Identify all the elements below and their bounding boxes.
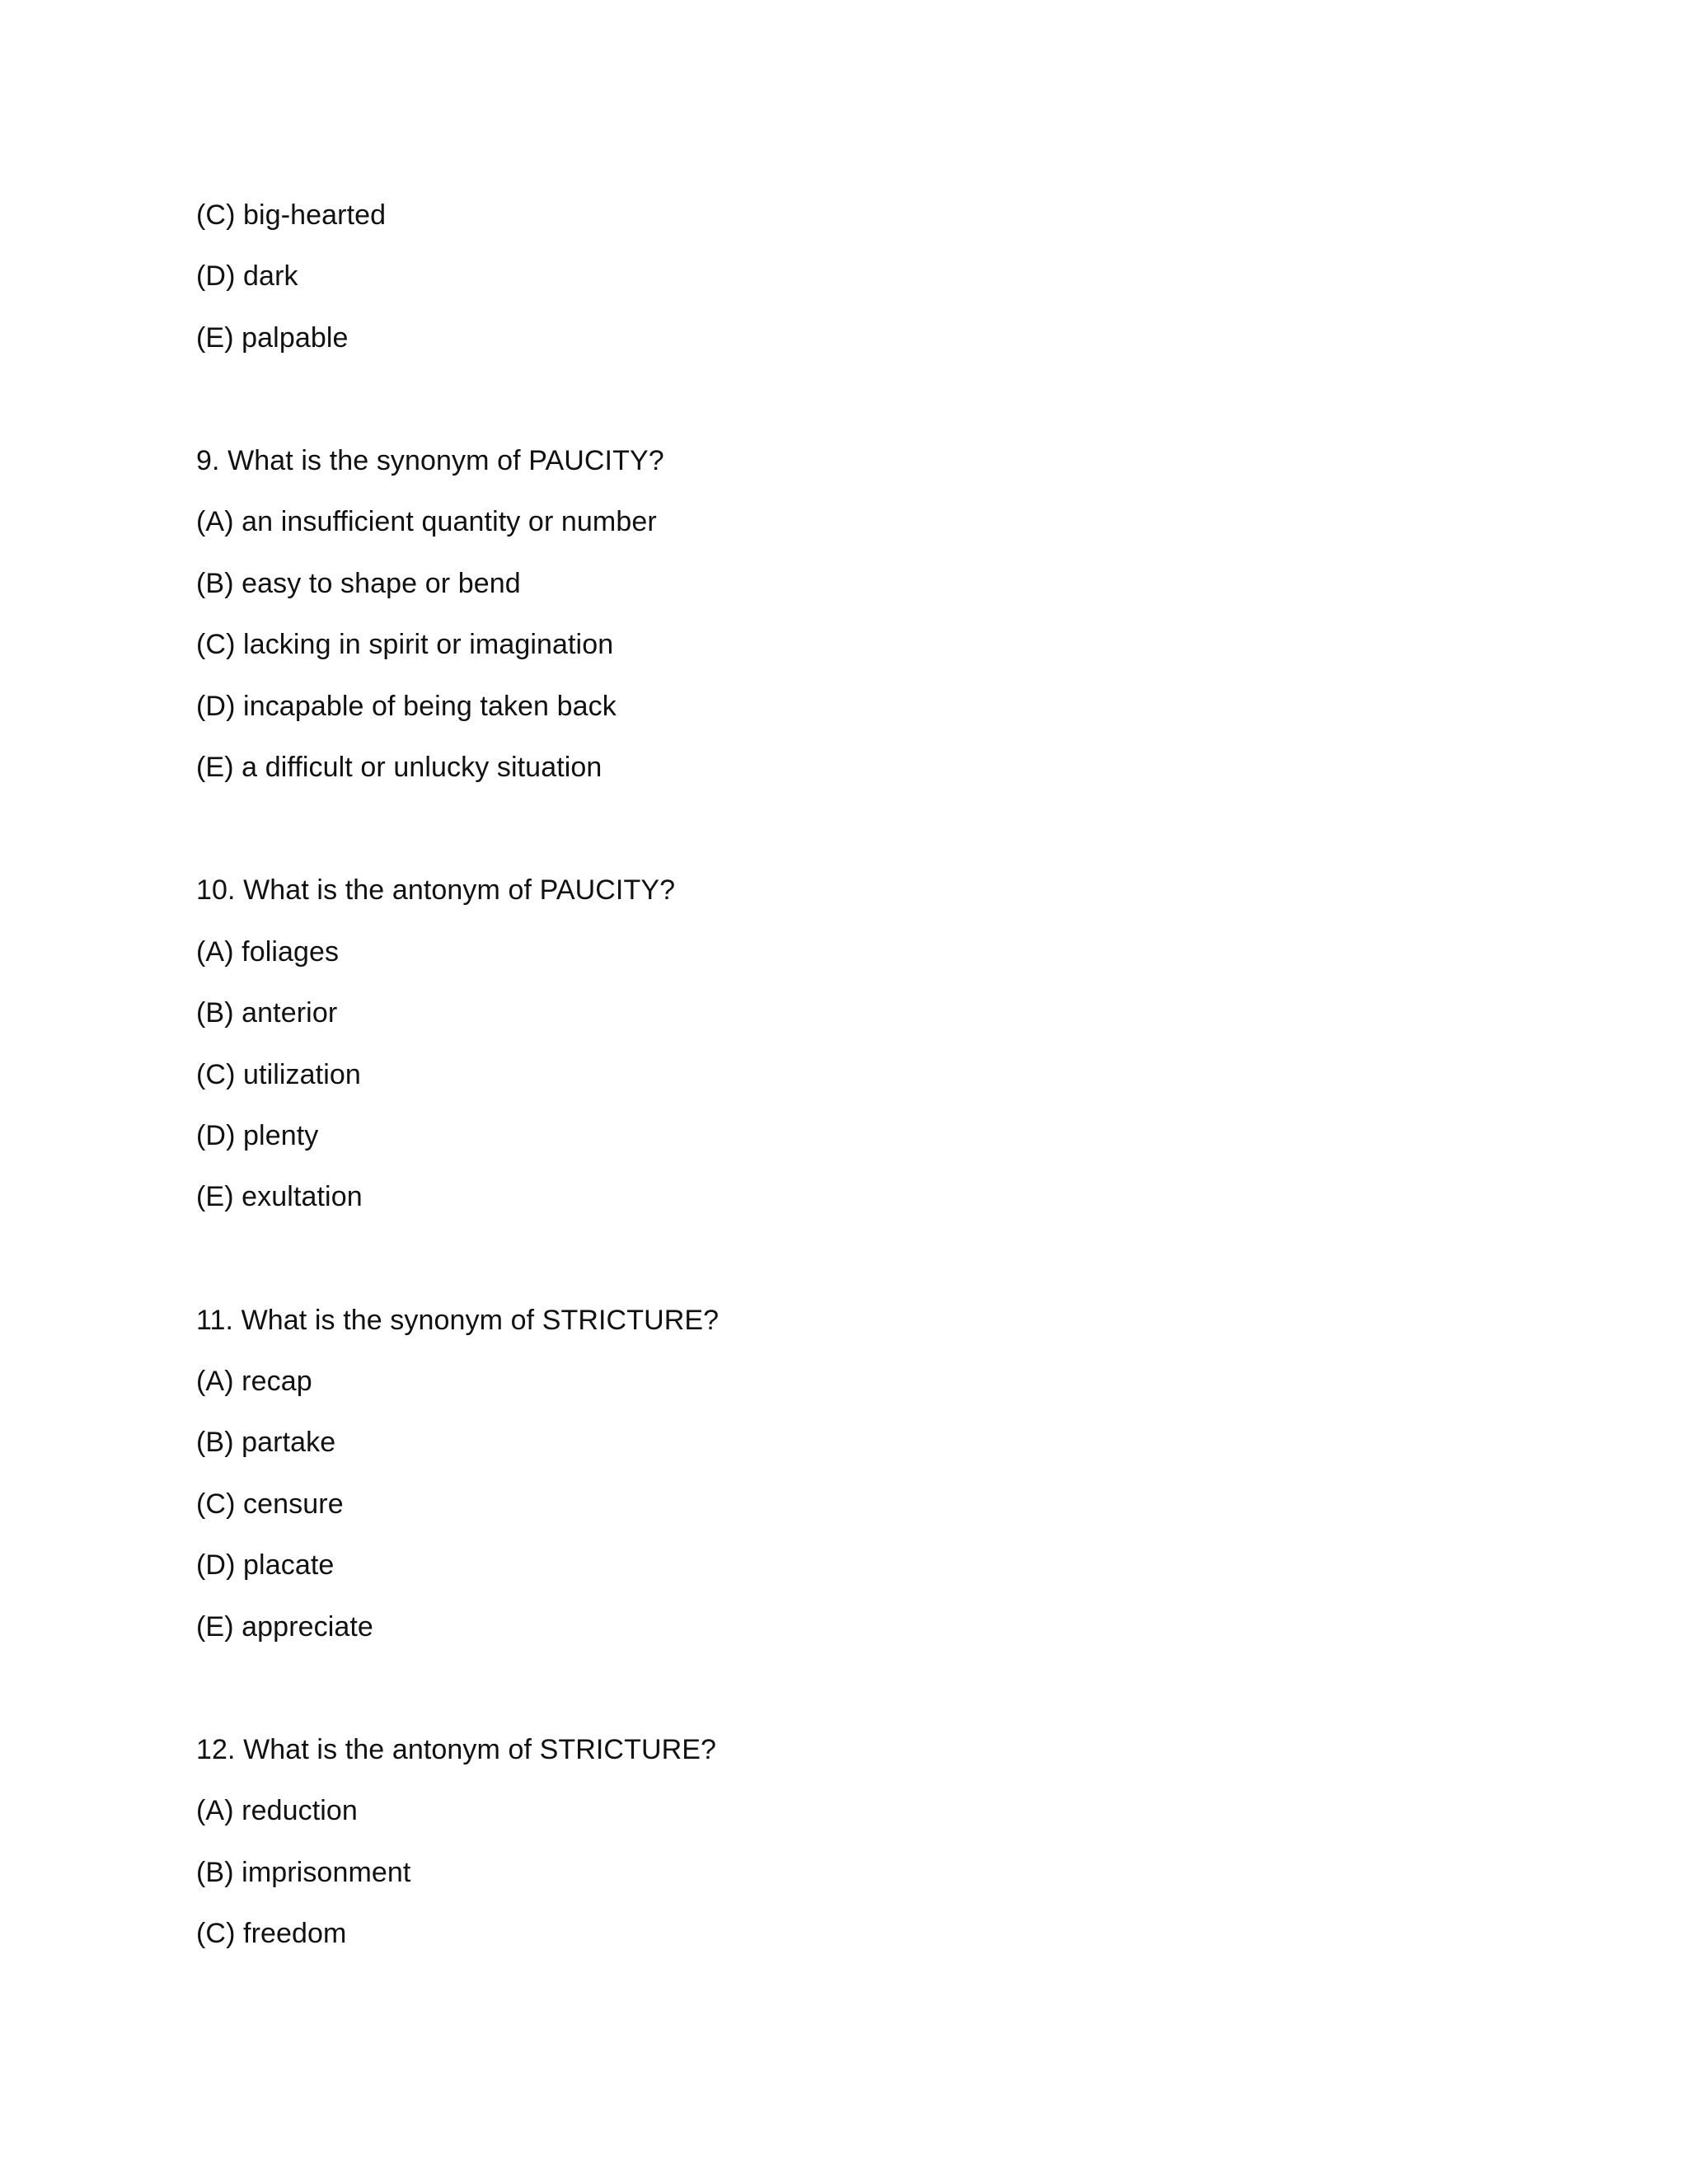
option-text: (D) placate [196, 1549, 335, 1581]
option-text: (B) easy to shape or bend [196, 568, 521, 599]
option-text: (A) reduction [196, 1795, 358, 1826]
option-text: (E) a difficult or unlucky situation [196, 752, 603, 783]
question-text: 9. What is the synonym of PAUCITY? [196, 445, 664, 476]
option-text: (A) recap [196, 1366, 312, 1397]
option-text: (B) partake [196, 1427, 336, 1458]
option-text: (E) exultation [196, 1181, 363, 1212]
question-text: 11. What is the synonym of STRICTURE? [196, 1305, 720, 1336]
option-text: (E) palpable [196, 322, 349, 354]
option-text: (B) anterior [196, 997, 338, 1029]
option-text: (C) freedom [196, 1918, 347, 1949]
question-text: 12. What is the antonym of STRICTURE? [196, 1734, 717, 1765]
option-text: (D) incapable of being taken back [196, 691, 617, 722]
option-text: (D) plenty [196, 1120, 319, 1151]
option-text: (C) big-hearted [196, 199, 387, 231]
option-text: (D) dark [196, 260, 298, 292]
option-text: (A) foliages [196, 936, 340, 968]
option-text: (B) imprisonment [196, 1857, 411, 1888]
option-text: (A) an insufficient quantity or number [196, 506, 657, 537]
question-text: 10. What is the antonym of PAUCITY? [196, 874, 676, 906]
option-text: (E) appreciate [196, 1611, 373, 1643]
option-text: (C) censure [196, 1488, 344, 1520]
option-text: (C) lacking in spirit or imagination [196, 629, 614, 660]
option-text: (C) utilization [196, 1059, 361, 1090]
